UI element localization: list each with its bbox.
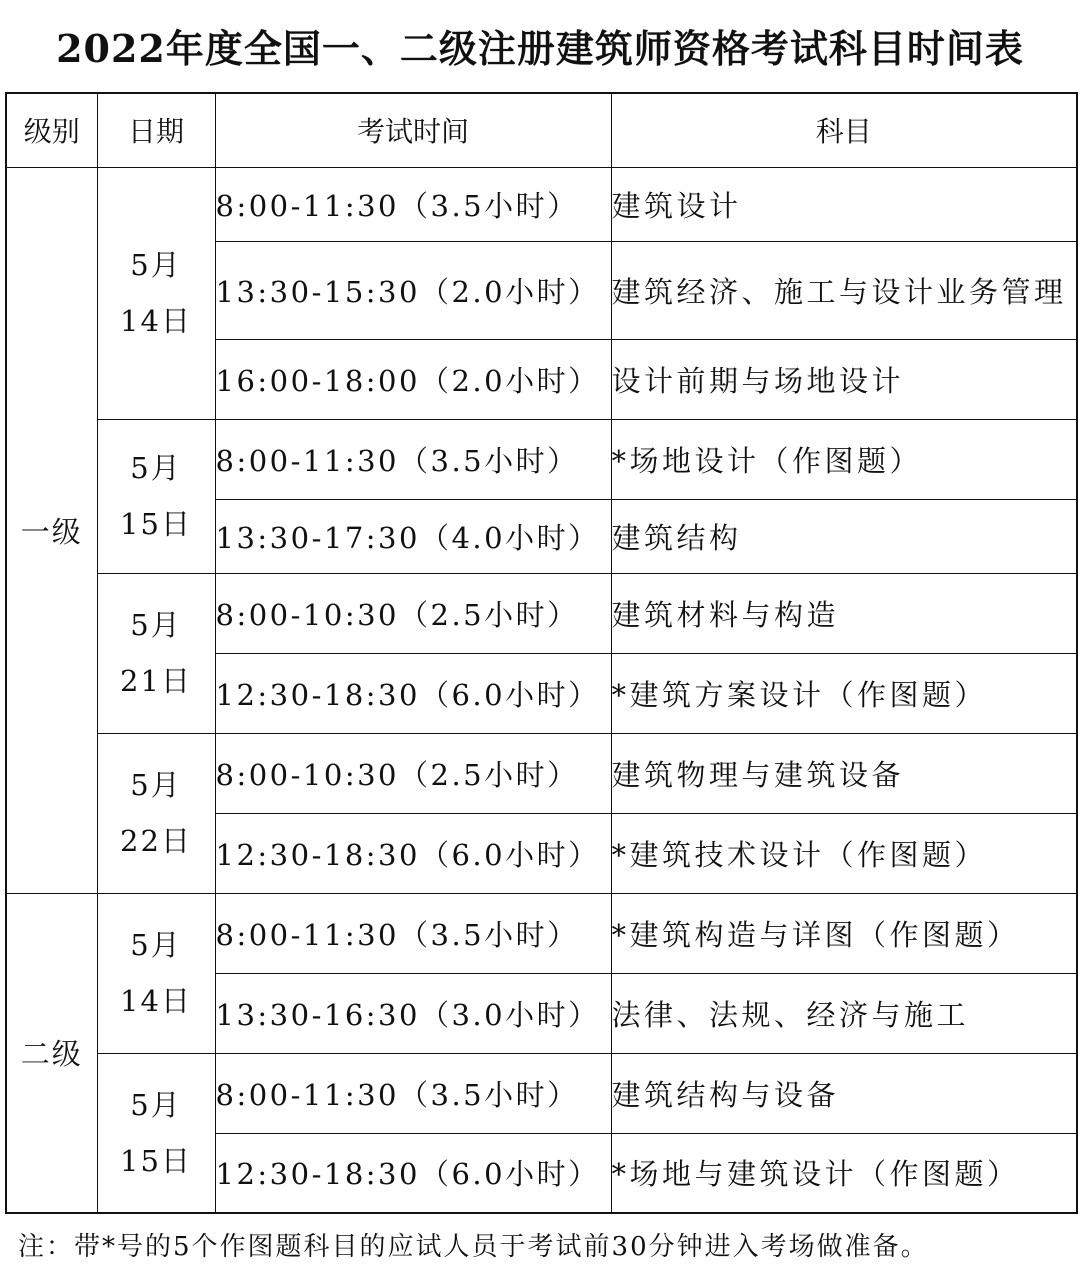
level-cell: 一级 [6,167,97,893]
exam-time-cell: 12:30-18:30（6.0小时） [215,813,611,893]
header-date: 日期 [97,93,215,167]
exam-subject-cell: *场地与建筑设计（作图题） [611,1133,1077,1213]
exam-subject-cell: 建筑物理与建筑设备 [611,733,1077,813]
date-month: 5月 [130,451,182,485]
date-day: 14日 [120,304,192,338]
exam-time-cell: 8:00-10:30（2.5小时） [215,573,611,653]
table-header-row [6,93,1077,167]
date-month: 5月 [130,928,182,962]
exam-time-cell: 13:30-15:30（2.0小时） [215,241,611,339]
exam-subject-cell: *场地设计（作图题） [611,419,1077,499]
table-row [6,167,1077,241]
date-day: 15日 [120,507,192,541]
exam-schedule-table [5,92,1078,1214]
table-row [6,419,1077,499]
table-row [6,733,1077,813]
exam-time-cell: 8:00-11:30（3.5小时） [215,419,611,499]
table-body [6,167,1077,1213]
date-cell [97,419,215,573]
exam-time-cell: 12:30-18:30（6.0小时） [215,653,611,733]
exam-subject-cell: 建筑材料与构造 [611,573,1077,653]
table-row [6,1053,1077,1133]
exam-subject-cell: 法律、法规、经济与施工 [611,973,1077,1053]
date-day: 15日 [120,1143,192,1178]
date-month: 5月 [130,1087,182,1122]
exam-subject-cell: 设计前期与场地设计 [611,339,1077,419]
exam-time-cell: 8:00-10:30（2.5小时） [215,733,611,813]
exam-subject-cell: *建筑方案设计（作图题） [611,653,1077,733]
header-level: 级别 [6,93,97,167]
date-day: 21日 [120,664,192,698]
date-cell [97,893,215,1053]
date-cell [97,573,215,733]
exam-time-cell: 8:00-11:30（3.5小时） [215,167,611,241]
exam-time-cell: 12:30-18:30（6.0小时） [215,1133,611,1213]
exam-subject-cell: *建筑技术设计（作图题） [611,813,1077,893]
exam-subject-cell: 建筑结构与设备 [611,1053,1077,1133]
exam-time-cell: 8:00-11:30（3.5小时） [215,1053,611,1133]
date-cell [97,733,215,893]
table-row [6,573,1077,653]
exam-subject-cell: *建筑构造与详图（作图题） [611,893,1077,973]
exam-time-cell: 8:00-11:30（3.5小时） [215,893,611,973]
exam-time-cell: 16:00-18:00（2.0小时） [215,339,611,419]
page-title: 2022年度全国一、二级注册建筑师资格考试科目时间表 [56,25,1024,71]
exam-subject-cell: 建筑经济、施工与设计业务管理 [611,241,1077,339]
exam-subject-cell: 建筑结构 [611,499,1077,573]
exam-subject-cell: 建筑设计 [611,167,1077,241]
footnote: 注：带*号的5个作图题科目的应试人员于考试前30分钟进入考场做准备。 [18,1232,929,1262]
header-time: 考试时间 [215,93,611,167]
date-month: 5月 [130,768,182,802]
date-cell [97,167,215,419]
date-month: 5月 [130,248,182,282]
date-month: 5月 [130,608,182,642]
date-cell [97,1053,215,1213]
level-cell: 二级 [6,893,97,1213]
exam-time-cell: 13:30-16:30（3.0小时） [215,973,611,1053]
date-day: 14日 [120,984,192,1018]
exam-time-cell: 13:30-17:30（4.0小时） [215,499,611,573]
date-day: 22日 [120,824,192,858]
table-row [6,893,1077,973]
header-subject: 科目 [611,93,1077,167]
